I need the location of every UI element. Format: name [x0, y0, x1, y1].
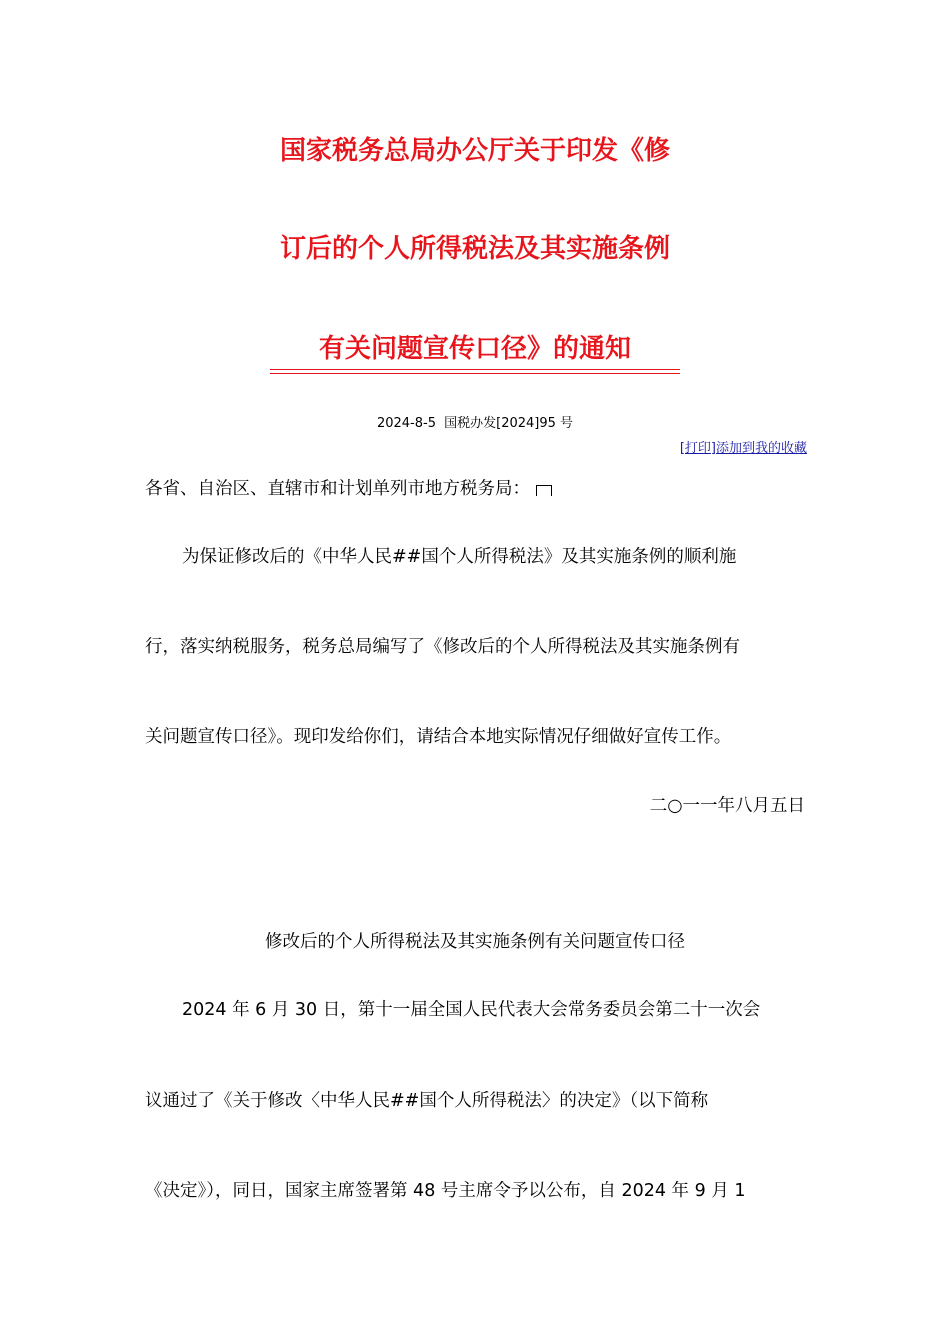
add-favorite-link[interactable]: 添加到我的收藏	[715, 441, 807, 456]
body-line-3: 关问题宣传口径》。现印发给你们，请结合本地实际情况仔细做好宣传工作。	[145, 727, 732, 747]
print-link[interactable]: [打印]	[679, 441, 716, 456]
doc-title-line-2: 订后的个人所得税法及其实施条例	[279, 234, 670, 264]
attachment-title: 修改后的个人所得税法及其实施条例有关问题宣传口径	[265, 932, 685, 952]
addressee-text: 各省、自治区、直辖市和计划单列市地方税务局：	[145, 479, 530, 499]
doc-meta	[0, 416, 950, 432]
title-divider-top	[270, 369, 680, 370]
title-divider-bottom	[270, 373, 680, 374]
doc-number: 国税办发[2024]95 号	[444, 416, 574, 431]
bracket-mark-icon	[536, 485, 552, 496]
sign-date: 二○一一年八月五日	[649, 796, 805, 816]
doc-actions	[680, 441, 807, 457]
doc-date: 2024-8-5	[376, 416, 436, 431]
body-line-2: 行，落实纳税服务，税务总局编写了《修改后的个人所得税法及其实施条例有	[145, 637, 740, 657]
body-line-1: 为保证修改后的《中华人民##国个人所得税法》及其实施条例的顺利施	[182, 547, 737, 567]
doc-title-line-3: 有关问题宣传口径》的通知	[318, 334, 631, 364]
addressee	[145, 478, 810, 500]
attachment-line-3: 《决定》），同日，国家主席签署第 48 号主席令予以公布，自 2024 年 9 月 1	[145, 1181, 746, 1201]
attachment-line-1: 2024 年 6 月 30 日，第十一届全国人民代表大会常务委员会第二十一次会	[182, 1000, 761, 1020]
attachment-line-2: 议通过了《关于修改〈中华人民##国个人所得税法〉的决定》（以下简称	[145, 1091, 709, 1111]
doc-title-line-1: 国家税务总局办公厅关于印发《修	[279, 136, 670, 166]
